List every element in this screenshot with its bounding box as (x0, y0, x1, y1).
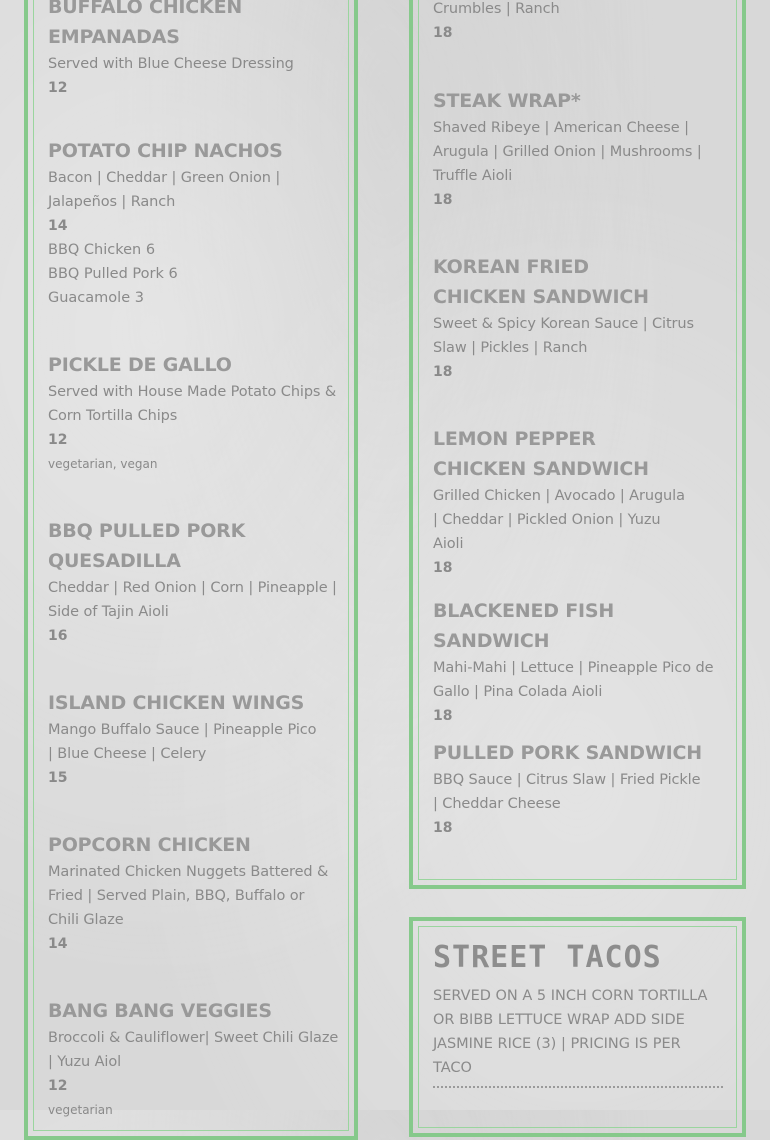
menu-item-buffalo-chicken-empanadas (48, 0, 338, 100)
item-description: Marinated Chicken Nuggets Battered & Fried | Served Plain, BBQ, Buffalo or Chili Glaze (48, 864, 329, 928)
item-addon: BBQ Chicken 6 (48, 242, 156, 258)
menu-item-island-chicken-wings (48, 688, 338, 790)
item-price: 18 (433, 708, 453, 724)
dotted-divider (433, 1086, 723, 1088)
menu-item-pulled-pork-sandwich (433, 738, 723, 840)
menu-item-pickle-de-gallo (48, 350, 338, 476)
item-dietary-tags: vegetarian, vegan (48, 457, 158, 471)
section-title-street-tacos: STREET TACOS (433, 940, 662, 975)
item-name: PICKLE DE GALLO (48, 354, 232, 376)
item-description: Bacon | Cheddar | Green Onion | Jalapeños | Ranch (48, 170, 281, 210)
item-addon: BBQ Pulled Pork 6 (48, 266, 178, 282)
item-description: Served with Blue Cheese Dressing (48, 56, 294, 72)
item-price: 12 (48, 1078, 68, 1094)
item-name: POTATO CHIP NACHOS (48, 140, 283, 162)
item-price: 18 (433, 560, 453, 576)
menu-item-korean-fried-chicken-sandwich (433, 252, 723, 384)
item-price: 18 (433, 25, 453, 41)
item-price: 12 (48, 80, 68, 96)
menu-item-bbq-pulled-pork-quesadilla (48, 516, 337, 648)
menu-item-blackened-fish-sandwich (433, 596, 733, 728)
item-price: 14 (48, 218, 68, 234)
section-description-street-tacos: SERVED ON A 5 INCH CORN TORTILLA OR BIBB LETTUCE WRAP ADD SIDE JASMINE RICE (3) | PRICING IS PER TACO (433, 988, 708, 1076)
item-description: Broccoli & Cauliflower| Sweet Chili Glaze | Yuzu Aiol (48, 1030, 339, 1070)
item-name: BANG BANG VEGGIES (48, 1000, 272, 1022)
item-price: 18 (433, 820, 453, 836)
item-price: 12 (48, 432, 68, 448)
item-name: POPCORN CHICKEN (48, 834, 251, 856)
item-price: 14 (48, 936, 68, 952)
item-name: KOREAN FRIED CHICKEN SANDWICH (433, 256, 649, 308)
item-description: Shaved Ribeye | American Cheese | Arugula | Grilled Onion | Mushrooms | Truffle Aioli (433, 120, 702, 184)
menu-item-bang-bang-veggies (48, 996, 340, 1122)
item-name: PULLED PORK SANDWICH (433, 742, 702, 764)
item-price: 15 (48, 770, 68, 786)
item-price: 18 (433, 364, 453, 380)
item-description: Mahi-Mahi | Lettuce | Pineapple Pico de Gallo | Pina Colada Aioli (433, 660, 714, 700)
menu-item-steak-wrap (433, 86, 723, 212)
item-description: Crumbles | Ranch (433, 1, 560, 17)
menu-item-popcorn-chicken (48, 830, 338, 956)
menu-item-continued (433, 0, 723, 45)
menu-item-lemon-pepper-chicken-sandwich (433, 424, 723, 580)
menu-item-potato-chip-nachos (48, 136, 338, 310)
item-description: Sweet & Spicy Korean Sauce | Citrus Slaw | Pickles | Ranch (433, 316, 694, 356)
item-name: BLACKENED FISH SANDWICH (433, 600, 615, 652)
item-name: LEMON PEPPER CHICKEN SANDWICH (433, 428, 649, 480)
item-description: Served with House Made Potato Chips & Corn Tortilla Chips (48, 384, 337, 424)
item-price: 16 (48, 628, 68, 644)
item-description: Mango Buffalo Sauce | Pineapple Pico | Blue Cheese | Celery (48, 722, 317, 762)
item-price: 18 (433, 192, 453, 208)
item-description: Grilled Chicken | Avocado | Arugula | Cheddar | Pickled Onion | Yuzu Aioli (433, 488, 685, 552)
item-dietary-tags: vegetarian (48, 1103, 113, 1117)
item-description: BBQ Sauce | Citrus Slaw | Fried Pickle | Cheddar Cheese (433, 772, 701, 812)
item-addon: Guacamole 3 (48, 290, 144, 306)
item-name: BUFFALO CHICKEN EMPANADAS (48, 0, 243, 48)
item-description: Cheddar | Red Onion | Corn | Pineapple | Side of Tajin Aioli (48, 580, 337, 620)
item-name: ISLAND CHICKEN WINGS (48, 692, 305, 714)
item-name: STEAK WRAP* (433, 90, 581, 112)
item-name: BBQ PULLED PORK QUESADILLA (48, 520, 246, 572)
